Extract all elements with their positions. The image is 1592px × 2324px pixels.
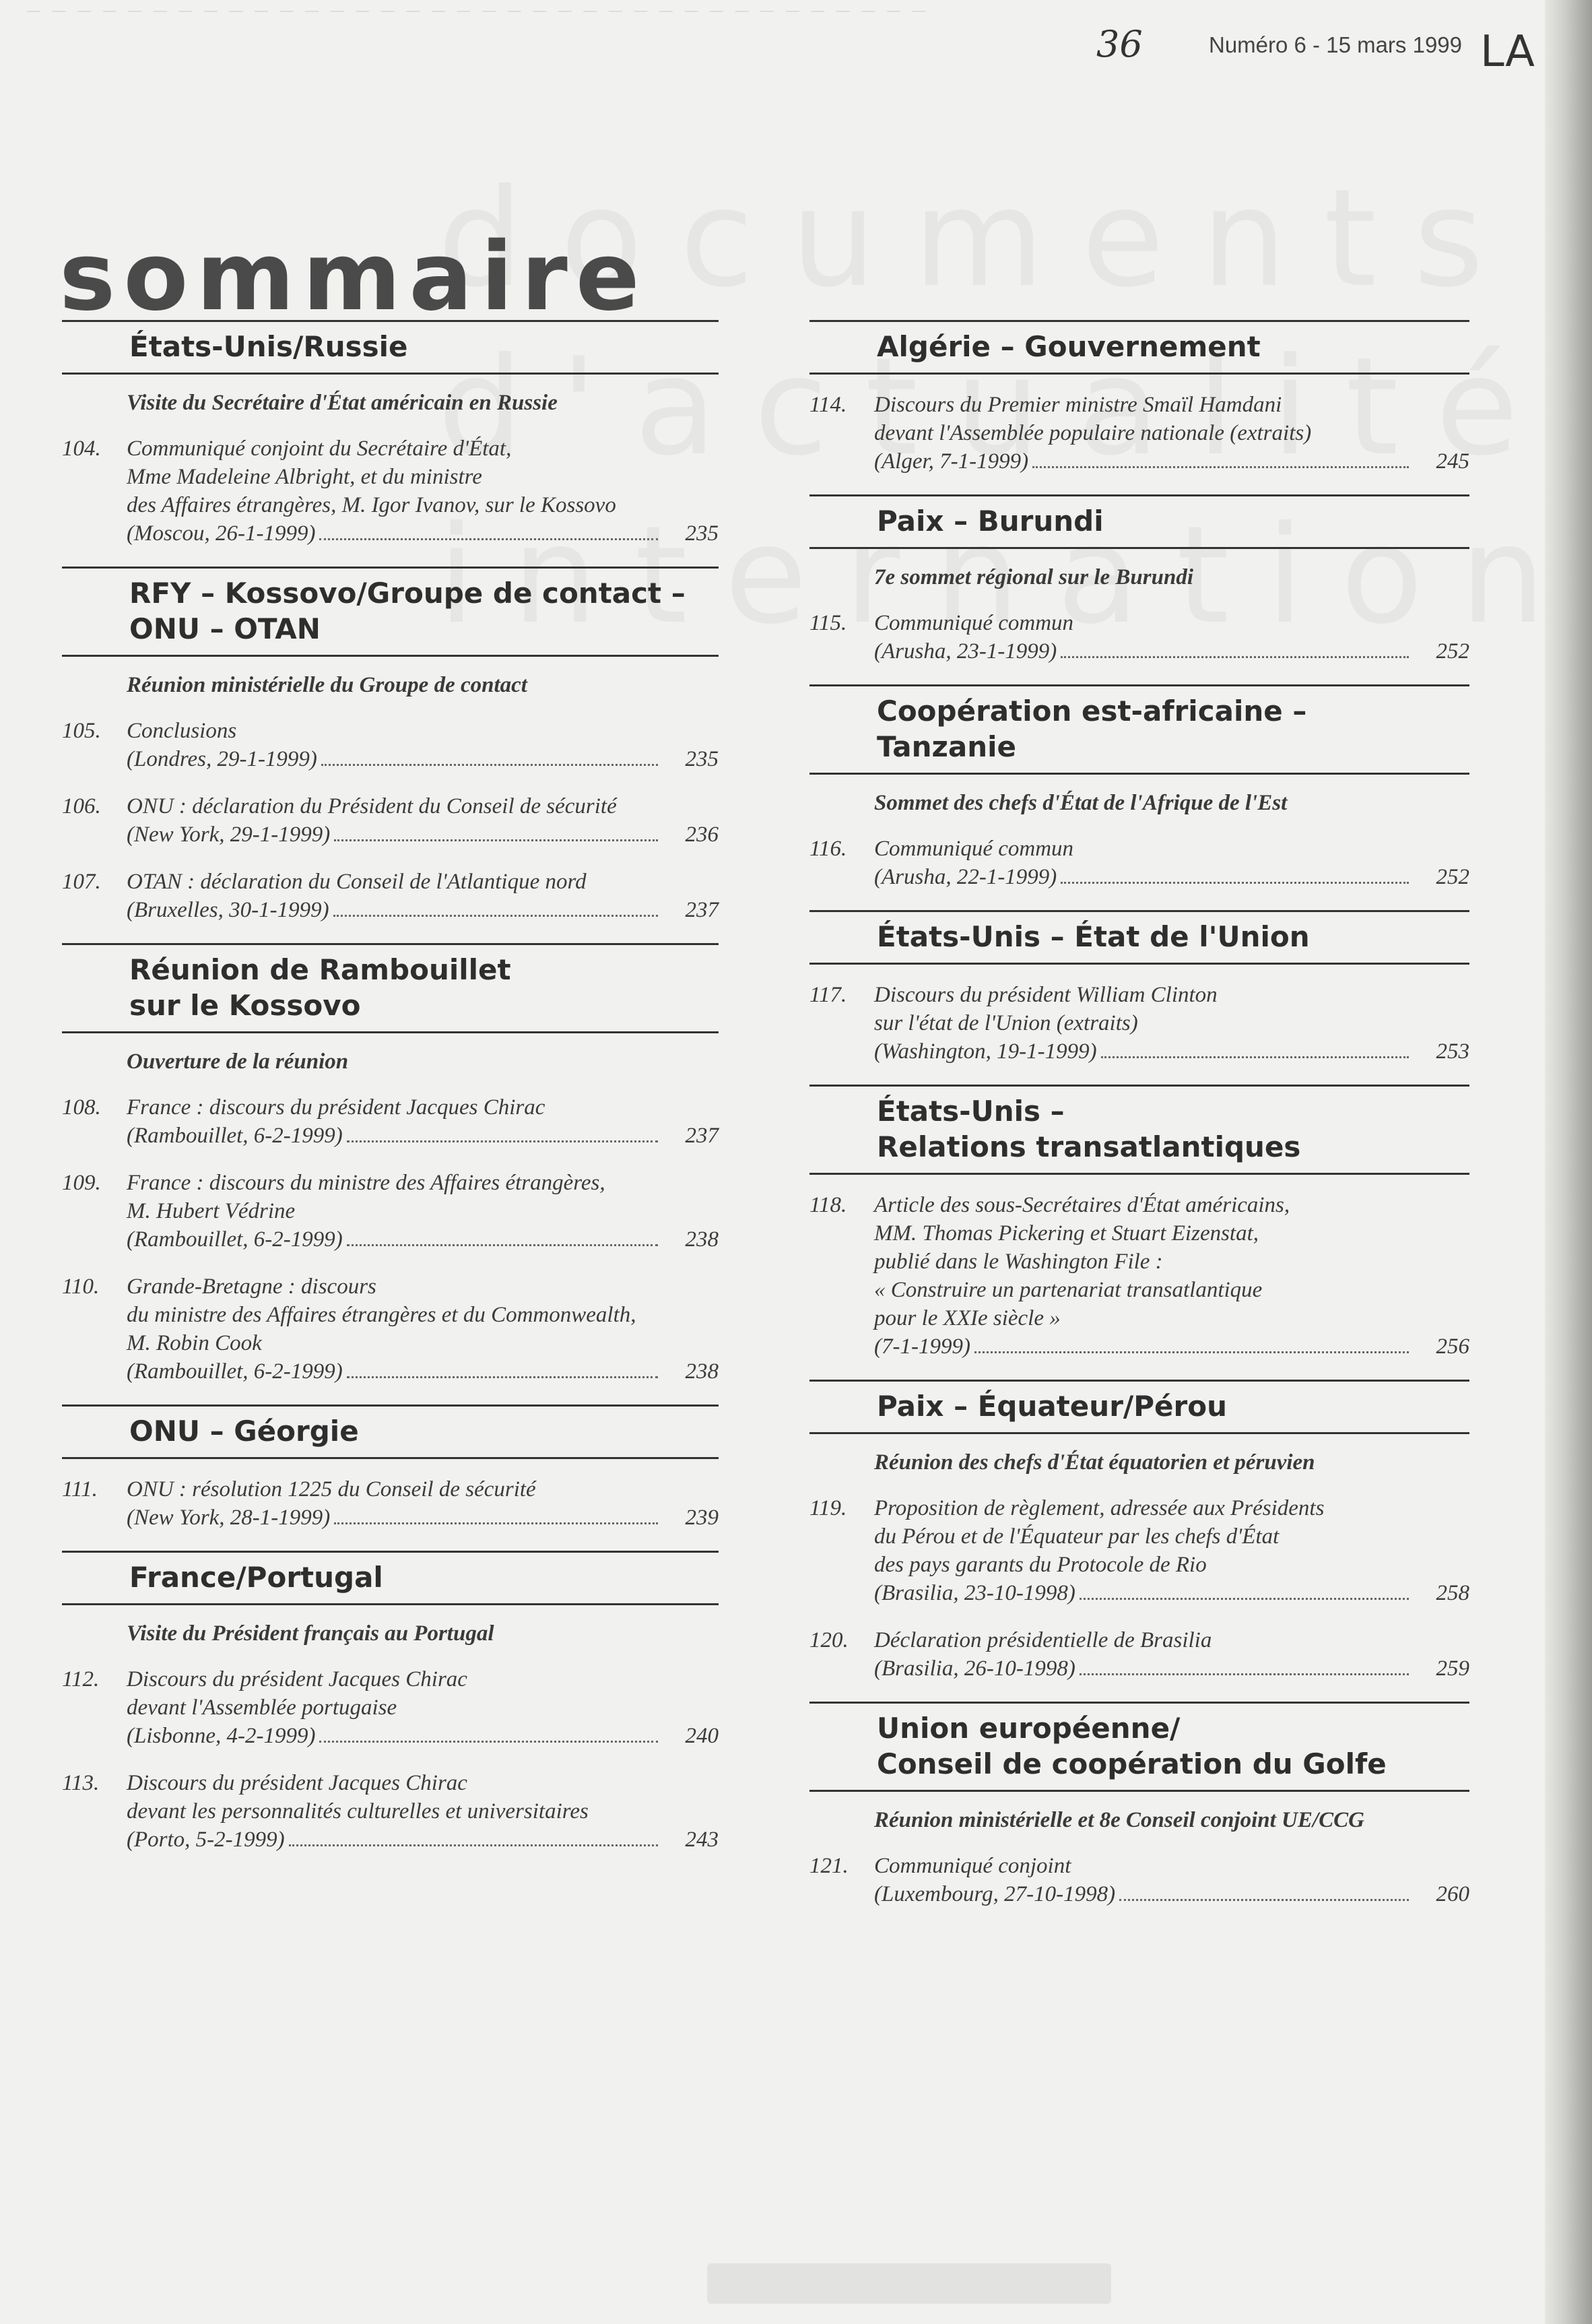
entry-text-line: Communiqué conjoint — [874, 1854, 1071, 1878]
entry-body — [874, 1852, 1469, 1908]
entry-number: 120. — [809, 1628, 849, 1652]
entry-source: (Moscou, 26-1-1999) — [127, 521, 316, 546]
entry-source-line — [127, 1826, 719, 1854]
entry-number: 112. — [62, 1667, 100, 1691]
entry-source: (Lisbonne, 4-2-1999) — [127, 1724, 316, 1748]
entry-source: (Rambouillet, 6-2-1999) — [127, 1124, 343, 1148]
entry-body — [127, 434, 719, 548]
entry-number: 116. — [809, 837, 847, 861]
entry-body — [127, 1272, 719, 1386]
entry-source-line — [127, 820, 719, 849]
entry-body — [127, 1169, 719, 1254]
entry-text-line: publié dans le Washington File : — [874, 1250, 1163, 1274]
entry-source-line — [127, 1225, 719, 1254]
entry-source: (Alger, 7-1-1999) — [874, 449, 1029, 474]
toc-entry[interactable] — [809, 1626, 1469, 1683]
entry-text-line: Discours du président William Clinton — [874, 983, 1218, 1007]
entry-text-line: Communiqué commun — [874, 611, 1074, 635]
dot-leader — [1101, 1056, 1409, 1058]
toc-entry[interactable] — [809, 609, 1469, 666]
dot-leader — [333, 915, 658, 917]
entry-source-line — [874, 1579, 1469, 1607]
entry-text-line: Discours du Premier ministre Smaïl Hamdani — [874, 393, 1282, 417]
section-heading-line: Algérie – Gouvernement — [877, 330, 1261, 363]
entry-text-line: Proposition de règlement, adressée aux Présidents — [874, 1496, 1325, 1520]
toc-section — [809, 1380, 1469, 1683]
page-number: 245 — [1436, 449, 1469, 474]
toc-section — [809, 1085, 1469, 1361]
entry-source: (Brasilia, 26-10-1998) — [874, 1656, 1075, 1681]
toc-entry[interactable] — [62, 1093, 719, 1150]
entry-source: (Londres, 29-1-1999) — [127, 747, 317, 771]
page-number: 238 — [685, 1227, 719, 1252]
section-heading-line: États-Unis/Russie — [129, 330, 408, 363]
toc-section — [62, 943, 719, 1386]
dot-leader — [1032, 466, 1409, 468]
entry-body — [127, 1665, 719, 1750]
toc-section — [809, 1702, 1469, 1908]
entry-number: 104. — [62, 437, 101, 461]
toc-section — [809, 494, 1469, 666]
entry-body — [874, 1494, 1469, 1607]
entry-text-line: devant les personnalités culturelles et universitaires — [127, 1799, 589, 1823]
entry-number: 115. — [809, 611, 847, 635]
page-number: 240 — [685, 1724, 719, 1748]
section-heading — [62, 1551, 719, 1605]
entry-source-line — [127, 1504, 719, 1532]
toc-entry[interactable] — [62, 1665, 719, 1750]
page-number: 260 — [1436, 1882, 1469, 1906]
page-number: 256 — [1436, 1334, 1469, 1359]
section-heading-line: Paix – Équateur/Pérou — [877, 1390, 1227, 1423]
entry-source-line — [874, 1654, 1469, 1683]
toc-entry[interactable] — [62, 1272, 719, 1386]
section-heading-line: Tanzanie — [877, 730, 1017, 763]
section-heading-line: États-Unis – État de l'Union — [877, 920, 1310, 953]
toc-entry[interactable] — [809, 981, 1469, 1066]
section-heading-line: RFY – Kossovo/Groupe de contact – — [129, 577, 686, 610]
section-heading-line: Réunion de Rambouillet — [129, 953, 511, 986]
entry-text-line: du ministre des Affaires étrangères et du Commonwealth, — [127, 1303, 636, 1327]
page-number: 238 — [685, 1359, 719, 1384]
toc-section — [62, 320, 719, 548]
entry-source-line — [874, 1880, 1469, 1908]
entry-text-line: des pays garants du Protocole de Rio — [874, 1553, 1207, 1577]
page-number: 239 — [685, 1506, 719, 1530]
entry-source-line — [127, 1357, 719, 1386]
dot-leader — [319, 1741, 658, 1743]
section-subtitle: Réunion ministérielle du Groupe de contact — [127, 673, 527, 697]
dot-leader — [334, 839, 658, 841]
section-subtitle: Sommet des chefs d'État de l'Afrique de l'Est — [874, 791, 1288, 815]
toc-section — [62, 1551, 719, 1854]
entry-text-line: France : discours du président Jacques Chirac — [127, 1095, 545, 1120]
entry-text-line: ONU : résolution 1225 du Conseil de sécurité — [127, 1477, 536, 1502]
toc-entry[interactable] — [62, 792, 719, 849]
toc-entry[interactable] — [62, 868, 719, 924]
entry-source: (Bruxelles, 30-1-1999) — [127, 898, 329, 922]
entry-text-line: Mme Madeleine Albright, et du ministre — [127, 465, 482, 489]
entry-source-line — [127, 896, 719, 924]
section-heading-line: sur le Kossovo — [129, 989, 361, 1022]
toc-entry[interactable] — [809, 1852, 1469, 1908]
dot-leader — [974, 1351, 1409, 1353]
entry-source-line — [127, 1722, 719, 1750]
toc-entry[interactable] — [62, 1475, 719, 1532]
entry-body — [127, 1093, 719, 1150]
entry-text-line: des Affaires étrangères, M. Igor Ivanov, sur le Kossovo — [127, 493, 616, 517]
toc-section — [809, 684, 1469, 891]
toc-section — [809, 320, 1469, 476]
page-number: 253 — [1436, 1039, 1469, 1064]
entry-body — [874, 391, 1469, 476]
entry-text-line: devant l'Assemblée populaire nationale (extraits) — [874, 421, 1312, 445]
entry-text-line: Discours du président Jacques Chirac — [127, 1667, 467, 1691]
dot-leader — [347, 1376, 658, 1378]
toc-entry[interactable] — [62, 717, 719, 773]
section-subtitle: Visite du Secrétaire d'État américain en Russie — [127, 391, 558, 415]
entry-body — [127, 1475, 719, 1532]
dot-leader — [334, 1522, 658, 1524]
dot-leader — [1061, 882, 1409, 884]
entry-number: 111. — [62, 1477, 98, 1502]
toc-section — [62, 567, 719, 924]
entry-source: (Brasilia, 23-10-1998) — [874, 1581, 1075, 1605]
entry-text-line: M. Hubert Védrine — [127, 1199, 296, 1223]
entry-text-line: Discours du président Jacques Chirac — [127, 1771, 467, 1795]
handwritten-page-number: 36 — [1096, 23, 1143, 65]
page-number: 259 — [1436, 1656, 1469, 1681]
entry-text-line: Communiqué commun — [874, 837, 1074, 861]
entry-number: 118. — [809, 1193, 847, 1217]
entry-text-line: pour le XXIe siècle » — [874, 1306, 1061, 1330]
section-heading-line: Paix – Burundi — [877, 505, 1104, 538]
section-heading — [809, 494, 1469, 549]
entry-source: (Rambouillet, 6-2-1999) — [127, 1227, 343, 1252]
entry-number: 105. — [62, 719, 101, 743]
entry-source: (New York, 28-1-1999) — [127, 1506, 331, 1530]
entry-text-line: MM. Thomas Pickering et Stuart Eizenstat, — [874, 1221, 1259, 1246]
page-title: sommaire — [59, 222, 648, 332]
section-heading — [62, 567, 719, 657]
section-heading-line: ONU – Géorgie — [129, 1415, 359, 1448]
toc-entry[interactable] — [809, 1494, 1469, 1607]
entry-source: (New York, 29-1-1999) — [127, 822, 331, 847]
entry-number: 114. — [809, 393, 847, 417]
entry-body — [127, 792, 719, 849]
entry-number: 108. — [62, 1095, 101, 1120]
section-heading-line: Union européenne/ — [877, 1712, 1181, 1745]
page-number: 258 — [1436, 1581, 1469, 1605]
dot-leader — [1119, 1899, 1409, 1901]
entry-source: (Arusha, 22-1-1999) — [874, 865, 1057, 889]
toc-entry[interactable] — [62, 434, 719, 548]
section-subtitle: Visite du Président français au Portugal — [127, 1621, 494, 1646]
entry-body — [127, 868, 719, 924]
page-number: 243 — [685, 1828, 719, 1852]
entry-body — [127, 717, 719, 773]
entry-text-line: OTAN : déclaration du Conseil de l'Atlantique nord — [127, 870, 587, 894]
top-header-strip: — — — — — — — — — — — — — — — — — — — — — — — — — — — — — — — — — — — — — [27, 3, 930, 18]
entry-text-line: Grande-Bretagne : discours — [127, 1274, 376, 1299]
page-number: 235 — [685, 747, 719, 771]
entry-number: 106. — [62, 794, 101, 818]
right-column — [809, 320, 1469, 1927]
section-heading — [62, 1405, 719, 1459]
entry-source-line — [874, 447, 1469, 476]
issue-number: Numéro 6 - 15 mars 1999 — [1209, 32, 1463, 57]
section-subtitle: Réunion ministérielle et 8e Conseil conjoint UE/CCG — [874, 1808, 1364, 1832]
dot-leader — [1061, 656, 1409, 658]
footer-smudge — [707, 2263, 1111, 2304]
entry-source: (Porto, 5-2-1999) — [127, 1828, 285, 1852]
toc-section — [62, 1405, 719, 1532]
entry-number: 113. — [62, 1771, 100, 1795]
dot-leader — [1080, 1598, 1409, 1600]
dot-leader — [319, 538, 658, 540]
entry-source: (Washington, 19-1-1999) — [874, 1039, 1097, 1064]
entry-text-line: M. Robin Cook — [127, 1331, 262, 1355]
section-heading — [809, 1380, 1469, 1434]
dot-leader — [1080, 1673, 1409, 1675]
page-number: 235 — [685, 521, 719, 546]
entry-text-line: France : discours du ministre des Affaires étrangères, — [127, 1171, 605, 1195]
entry-text-line: du Pérou et de l'Équateur par les chefs d'État — [874, 1524, 1280, 1549]
entry-number: 121. — [809, 1854, 849, 1878]
entry-body — [874, 609, 1469, 666]
page-number: 252 — [1436, 865, 1469, 889]
entry-number: 107. — [62, 870, 101, 894]
section-subtitle: Réunion des chefs d'État équatorien et péruvien — [874, 1450, 1315, 1475]
section-heading — [809, 684, 1469, 775]
entry-number: 109. — [62, 1171, 101, 1195]
entry-source: (Luxembourg, 27-10-1998) — [874, 1882, 1116, 1906]
entry-text-line: Communiqué conjoint du Secrétaire d'État, — [127, 437, 512, 461]
section-heading-line: France/Portugal — [129, 1561, 383, 1594]
dot-leader — [347, 1140, 658, 1142]
entry-source: (Arusha, 23-1-1999) — [874, 639, 1057, 664]
section-heading-line: ONU – OTAN — [129, 612, 321, 645]
page-number: 252 — [1436, 639, 1469, 664]
toc-entry[interactable] — [62, 1769, 719, 1854]
entry-body — [874, 1191, 1469, 1361]
section-subtitle: Ouverture de la réunion — [127, 1050, 349, 1074]
entry-source-line — [874, 1037, 1469, 1066]
entry-source-line — [874, 863, 1469, 891]
page-edge-shadow — [1545, 0, 1592, 2324]
toc-entry[interactable] — [809, 391, 1469, 476]
toc-entry[interactable] — [809, 1191, 1469, 1361]
entry-text-line: Conclusions — [127, 719, 237, 743]
entry-body — [874, 981, 1469, 1066]
section-heading — [62, 320, 719, 375]
toc-section — [809, 910, 1469, 1066]
entry-number: 110. — [62, 1274, 100, 1299]
section-heading — [809, 1702, 1469, 1792]
entry-text-line: Article des sous-Secrétaires d'État américains, — [874, 1193, 1290, 1217]
section-heading — [809, 1085, 1469, 1175]
entry-source: (Rambouillet, 6-2-1999) — [127, 1359, 343, 1384]
dot-leader — [347, 1244, 658, 1246]
section-heading — [62, 943, 719, 1033]
entry-source: (7-1-1999) — [874, 1334, 970, 1359]
entry-body — [874, 1626, 1469, 1683]
entry-number: 117. — [809, 983, 847, 1007]
entry-text-line: devant l'Assemblée portugaise — [127, 1696, 397, 1720]
entry-body — [874, 835, 1469, 891]
entry-text-line: « Construire un partenariat transatlantique — [874, 1278, 1263, 1302]
toc-entry[interactable] — [62, 1169, 719, 1254]
entry-text-line: ONU : déclaration du Président du Conseil de sécurité — [127, 794, 617, 818]
section-heading-line: Relations transatlantiques — [877, 1130, 1301, 1163]
handwritten-mark: LA — [1480, 27, 1535, 77]
entry-source-line — [127, 1122, 719, 1150]
page-number: 237 — [685, 898, 719, 922]
entry-source-line — [127, 745, 719, 773]
section-heading-line: Conseil de coopération du Golfe — [877, 1747, 1387, 1780]
section-heading-line: États-Unis – — [877, 1095, 1065, 1128]
toc-entry[interactable] — [809, 835, 1469, 891]
dot-leader — [289, 1844, 658, 1846]
entry-source-line — [874, 1332, 1469, 1361]
entry-text-line: sur l'état de l'Union (extraits) — [874, 1011, 1138, 1035]
dot-leader — [321, 764, 658, 766]
section-subtitle: 7e sommet régional sur le Burundi — [874, 565, 1194, 589]
section-heading — [809, 910, 1469, 965]
page-number: 237 — [685, 1124, 719, 1148]
entry-source-line — [874, 637, 1469, 666]
page-number: 236 — [685, 822, 719, 847]
entry-body — [127, 1769, 719, 1854]
entry-source-line — [127, 519, 719, 548]
entry-number: 119. — [809, 1496, 847, 1520]
section-heading-line: Coopération est-africaine – — [877, 695, 1307, 728]
left-column — [62, 320, 719, 1873]
section-heading — [809, 320, 1469, 375]
entry-text-line: Déclaration présidentielle de Brasilia — [874, 1628, 1212, 1652]
